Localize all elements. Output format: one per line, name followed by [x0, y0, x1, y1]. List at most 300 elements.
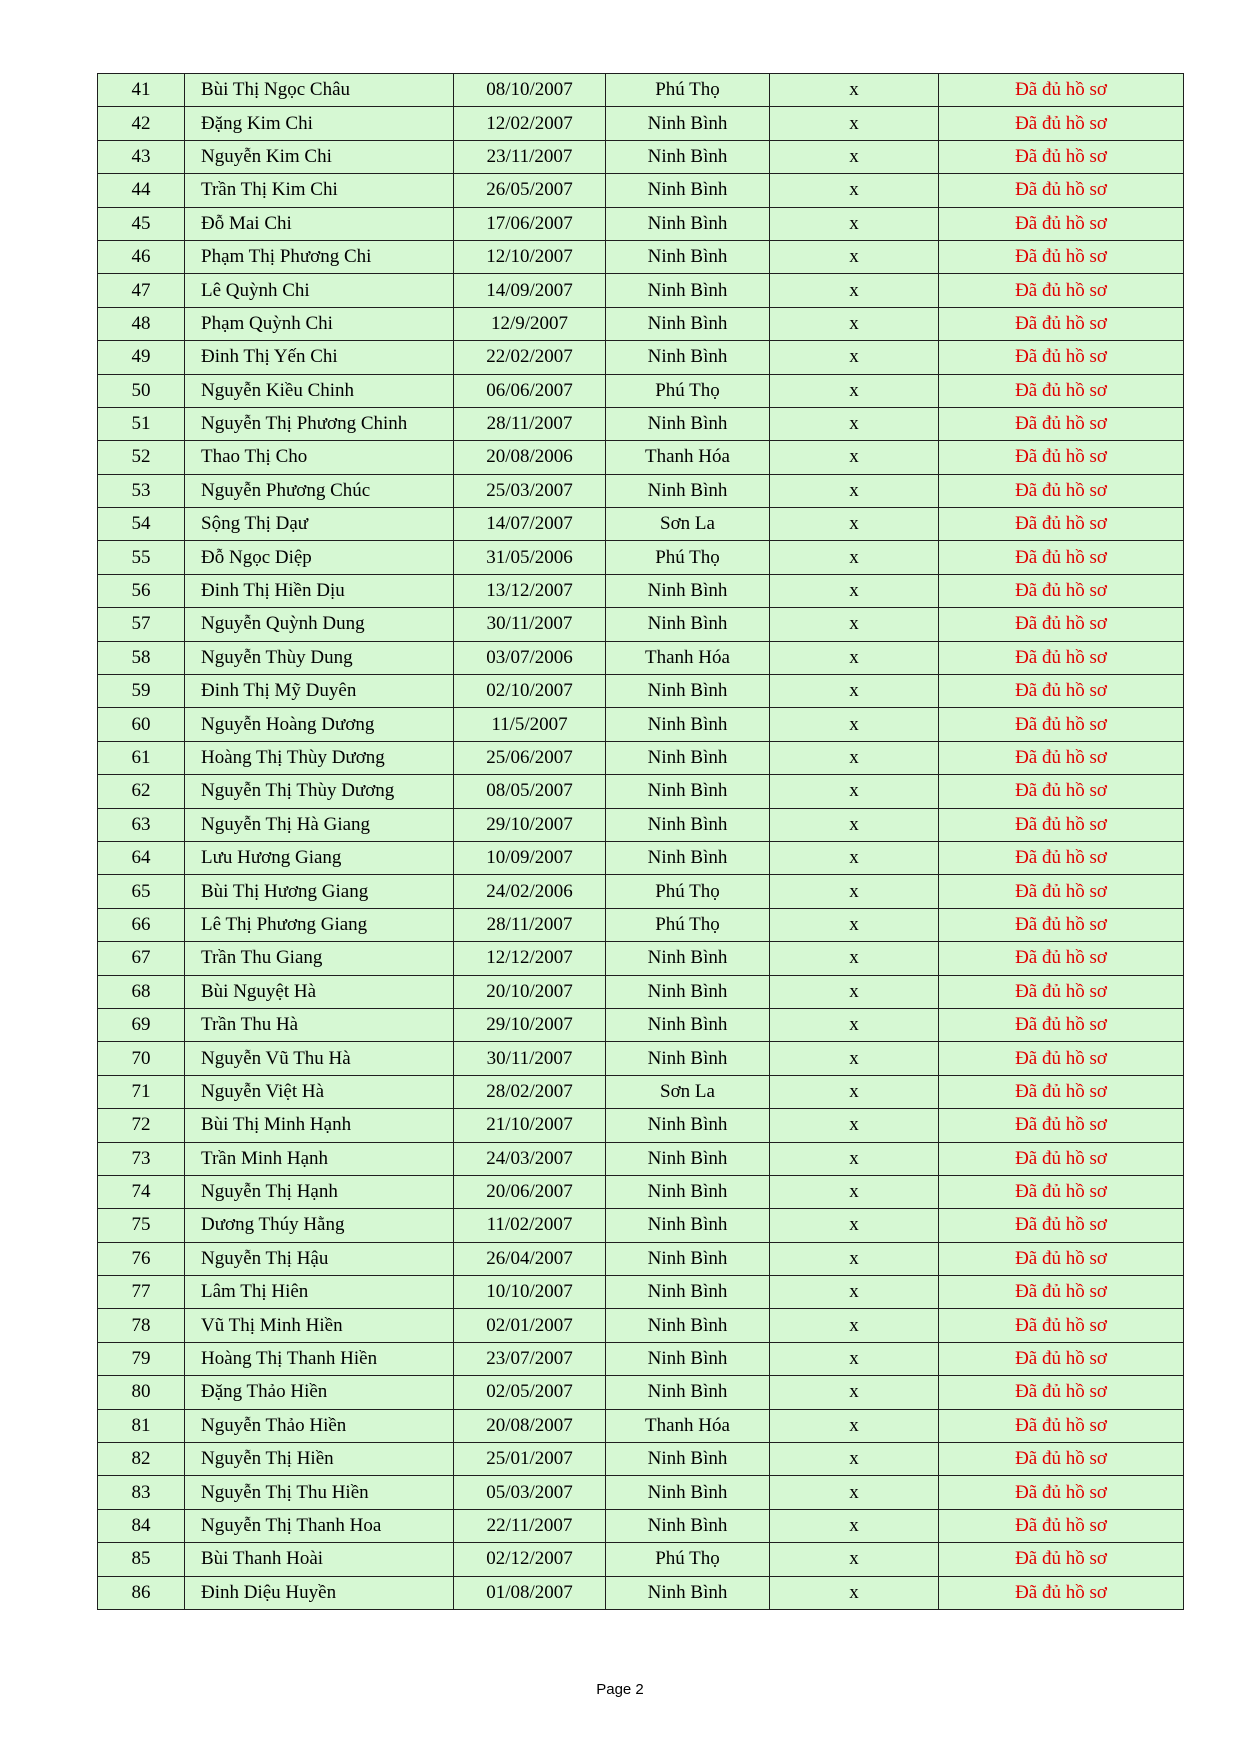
table-row	[98, 407, 1184, 440]
cell-stt: 68	[98, 975, 185, 1008]
table-row	[98, 74, 1184, 107]
cell-stt: 78	[98, 1309, 185, 1342]
cell-mark: x	[770, 1142, 939, 1175]
cell-stt: 56	[98, 574, 185, 607]
cell-status: Đã đủ hồ sơ	[939, 741, 1184, 774]
cell-province: Ninh Bình	[606, 1376, 770, 1409]
cell-name: Hoàng Thị Thùy Dương	[185, 741, 454, 774]
table-row	[98, 675, 1184, 708]
cell-province: Ninh Bình	[606, 808, 770, 841]
cell-stt: 43	[98, 140, 185, 173]
cell-birth-date: 28/11/2007	[454, 908, 606, 941]
cell-birth-date: 12/12/2007	[454, 942, 606, 975]
cell-status: Đã đủ hồ sơ	[939, 841, 1184, 874]
table-row	[98, 1042, 1184, 1075]
cell-name: Nguyễn Thị Phương Chinh	[185, 407, 454, 440]
cell-mark: x	[770, 1443, 939, 1476]
cell-province: Ninh Bình	[606, 307, 770, 340]
table-row	[98, 608, 1184, 641]
table-row	[98, 441, 1184, 474]
table-row	[98, 341, 1184, 374]
cell-province: Ninh Bình	[606, 1276, 770, 1309]
cell-birth-date: 25/03/2007	[454, 474, 606, 507]
table-row	[98, 1409, 1184, 1442]
cell-birth-date: 28/02/2007	[454, 1075, 606, 1108]
cell-stt: 82	[98, 1443, 185, 1476]
cell-name: Bùi Nguyệt Hà	[185, 975, 454, 1008]
cell-status: Đã đủ hồ sơ	[939, 908, 1184, 941]
cell-province: Ninh Bình	[606, 1309, 770, 1342]
cell-stt: 77	[98, 1276, 185, 1309]
cell-province: Thanh Hóa	[606, 641, 770, 674]
cell-province: Ninh Bình	[606, 1042, 770, 1075]
cell-birth-date: 12/10/2007	[454, 240, 606, 273]
cell-status: Đã đủ hồ sơ	[939, 240, 1184, 273]
cell-birth-date: 02/05/2007	[454, 1376, 606, 1409]
cell-province: Phú Thọ	[606, 908, 770, 941]
cell-birth-date: 29/10/2007	[454, 808, 606, 841]
cell-province: Ninh Bình	[606, 741, 770, 774]
cell-birth-date: 06/06/2007	[454, 374, 606, 407]
cell-status: Đã đủ hồ sơ	[939, 1309, 1184, 1342]
cell-mark: x	[770, 841, 939, 874]
table-row	[98, 307, 1184, 340]
cell-name: Dương Thúy Hằng	[185, 1209, 454, 1242]
cell-birth-date: 28/11/2007	[454, 407, 606, 440]
cell-status: Đã đủ hồ sơ	[939, 1042, 1184, 1075]
table-row	[98, 1242, 1184, 1275]
cell-province: Ninh Bình	[606, 1109, 770, 1142]
cell-birth-date: 02/12/2007	[454, 1543, 606, 1576]
cell-name: Nguyễn Thùy Dung	[185, 641, 454, 674]
cell-birth-date: 26/04/2007	[454, 1242, 606, 1275]
cell-name: Đinh Thị Yến Chi	[185, 341, 454, 374]
cell-stt: 59	[98, 675, 185, 708]
cell-name: Nguyễn Thị Thu Hiền	[185, 1476, 454, 1509]
cell-name: Nguyễn Thị Hậu	[185, 1242, 454, 1275]
table-row	[98, 274, 1184, 307]
cell-status: Đã đủ hồ sơ	[939, 1175, 1184, 1208]
cell-mark: x	[770, 341, 939, 374]
cell-province: Ninh Bình	[606, 1342, 770, 1375]
cell-status: Đã đủ hồ sơ	[939, 174, 1184, 207]
cell-birth-date: 20/06/2007	[454, 1175, 606, 1208]
cell-status: Đã đủ hồ sơ	[939, 341, 1184, 374]
cell-name: Trần Thu Hà	[185, 1008, 454, 1041]
cell-mark: x	[770, 374, 939, 407]
cell-birth-date: 25/06/2007	[454, 741, 606, 774]
cell-stt: 57	[98, 608, 185, 641]
cell-birth-date: 23/11/2007	[454, 140, 606, 173]
cell-name: Đinh Thị Hiền Dịu	[185, 574, 454, 607]
cell-birth-date: 29/10/2007	[454, 1008, 606, 1041]
cell-mark: x	[770, 274, 939, 307]
cell-mark: x	[770, 1109, 939, 1142]
cell-name: Đinh Thị Mỹ Duyên	[185, 675, 454, 708]
cell-stt: 75	[98, 1209, 185, 1242]
cell-stt: 64	[98, 841, 185, 874]
cell-mark: x	[770, 808, 939, 841]
cell-birth-date: 30/11/2007	[454, 608, 606, 641]
cell-name: Nguyễn Thị Thanh Hoa	[185, 1509, 454, 1542]
cell-mark: x	[770, 641, 939, 674]
cell-status: Đã đủ hồ sơ	[939, 441, 1184, 474]
cell-birth-date: 05/03/2007	[454, 1476, 606, 1509]
table-row	[98, 174, 1184, 207]
cell-name: Vũ Thị Minh Hiền	[185, 1309, 454, 1342]
cell-birth-date: 23/07/2007	[454, 1342, 606, 1375]
cell-stt: 48	[98, 307, 185, 340]
cell-name: Phạm Thị Phương Chi	[185, 240, 454, 273]
cell-stt: 67	[98, 942, 185, 975]
table-row	[98, 1543, 1184, 1576]
table-row	[98, 1576, 1184, 1609]
table-row	[98, 1008, 1184, 1041]
cell-status: Đã đủ hồ sơ	[939, 508, 1184, 541]
cell-status: Đã đủ hồ sơ	[939, 608, 1184, 641]
cell-birth-date: 26/05/2007	[454, 174, 606, 207]
cell-birth-date: 14/07/2007	[454, 508, 606, 541]
cell-province: Ninh Bình	[606, 207, 770, 240]
cell-birth-date: 13/12/2007	[454, 574, 606, 607]
cell-mark: x	[770, 1576, 939, 1609]
cell-stt: 79	[98, 1342, 185, 1375]
cell-stt: 60	[98, 708, 185, 741]
table-row	[98, 741, 1184, 774]
cell-stt: 50	[98, 374, 185, 407]
cell-mark: x	[770, 975, 939, 1008]
cell-name: Nguyễn Kim Chi	[185, 140, 454, 173]
cell-mark: x	[770, 474, 939, 507]
cell-name: Trần Thu Giang	[185, 942, 454, 975]
cell-birth-date: 20/10/2007	[454, 975, 606, 1008]
cell-mark: x	[770, 708, 939, 741]
cell-province: Sơn La	[606, 508, 770, 541]
cell-birth-date: 08/10/2007	[454, 74, 606, 107]
cell-province: Ninh Bình	[606, 140, 770, 173]
cell-province: Ninh Bình	[606, 942, 770, 975]
cell-stt: 44	[98, 174, 185, 207]
cell-birth-date: 08/05/2007	[454, 775, 606, 808]
cell-mark: x	[770, 741, 939, 774]
cell-status: Đã đủ hồ sơ	[939, 708, 1184, 741]
cell-status: Đã đủ hồ sơ	[939, 775, 1184, 808]
cell-name: Đỗ Mai Chi	[185, 207, 454, 240]
cell-birth-date: 22/11/2007	[454, 1509, 606, 1542]
table-row	[98, 140, 1184, 173]
cell-birth-date: 02/10/2007	[454, 675, 606, 708]
cell-name: Trần Thị Kim Chi	[185, 174, 454, 207]
cell-name: Nguyễn Hoàng Dương	[185, 708, 454, 741]
cell-name: Lê Thị Phương Giang	[185, 908, 454, 941]
cell-province: Ninh Bình	[606, 1443, 770, 1476]
table-row	[98, 841, 1184, 874]
cell-province: Ninh Bình	[606, 574, 770, 607]
table-row	[98, 1309, 1184, 1342]
cell-province: Phú Thọ	[606, 74, 770, 107]
cell-mark: x	[770, 775, 939, 808]
student-records-table	[97, 73, 1184, 1610]
cell-mark: x	[770, 1509, 939, 1542]
cell-province: Ninh Bình	[606, 1209, 770, 1242]
cell-name: Lưu Hương Giang	[185, 841, 454, 874]
cell-province: Phú Thọ	[606, 1543, 770, 1576]
table-row	[98, 1443, 1184, 1476]
table-row	[98, 808, 1184, 841]
cell-stt: 63	[98, 808, 185, 841]
cell-mark: x	[770, 1409, 939, 1442]
cell-status: Đã đủ hồ sơ	[939, 1409, 1184, 1442]
cell-stt: 52	[98, 441, 185, 474]
cell-province: Phú Thọ	[606, 875, 770, 908]
cell-name: Nguyễn Kiều Chinh	[185, 374, 454, 407]
cell-province: Ninh Bình	[606, 975, 770, 1008]
cell-mark: x	[770, 608, 939, 641]
cell-status: Đã đủ hồ sơ	[939, 942, 1184, 975]
cell-status: Đã đủ hồ sơ	[939, 74, 1184, 107]
cell-birth-date: 22/02/2007	[454, 341, 606, 374]
table-row	[98, 1476, 1184, 1509]
table-row	[98, 541, 1184, 574]
cell-stt: 42	[98, 107, 185, 140]
cell-province: Phú Thọ	[606, 541, 770, 574]
cell-status: Đã đủ hồ sơ	[939, 1075, 1184, 1108]
cell-province: Ninh Bình	[606, 1242, 770, 1275]
cell-mark: x	[770, 508, 939, 541]
table-row	[98, 1142, 1184, 1175]
cell-status: Đã đủ hồ sơ	[939, 140, 1184, 173]
cell-name: Bùi Thị Minh Hạnh	[185, 1109, 454, 1142]
table-row	[98, 775, 1184, 808]
cell-stt: 47	[98, 274, 185, 307]
cell-province: Ninh Bình	[606, 708, 770, 741]
cell-stt: 80	[98, 1376, 185, 1409]
cell-mark: x	[770, 441, 939, 474]
cell-stt: 83	[98, 1476, 185, 1509]
cell-mark: x	[770, 407, 939, 440]
table-row	[98, 1175, 1184, 1208]
cell-name: Sộng Thị Dạư	[185, 508, 454, 541]
cell-birth-date: 10/09/2007	[454, 841, 606, 874]
cell-mark: x	[770, 1242, 939, 1275]
cell-birth-date: 24/03/2007	[454, 1142, 606, 1175]
cell-mark: x	[770, 1175, 939, 1208]
cell-status: Đã đủ hồ sơ	[939, 1142, 1184, 1175]
cell-name: Bùi Thanh Hoài	[185, 1543, 454, 1576]
cell-mark: x	[770, 875, 939, 908]
cell-status: Đã đủ hồ sơ	[939, 1209, 1184, 1242]
cell-birth-date: 11/02/2007	[454, 1209, 606, 1242]
cell-birth-date: 01/08/2007	[454, 1576, 606, 1609]
cell-birth-date: 11/5/2007	[454, 708, 606, 741]
cell-stt: 62	[98, 775, 185, 808]
cell-name: Hoàng Thị Thanh Hiền	[185, 1342, 454, 1375]
cell-status: Đã đủ hồ sơ	[939, 407, 1184, 440]
cell-birth-date: 20/08/2007	[454, 1409, 606, 1442]
cell-name: Đinh Diệu Huyền	[185, 1576, 454, 1609]
cell-name: Nguyễn Việt Hà	[185, 1075, 454, 1108]
cell-mark: x	[770, 1476, 939, 1509]
cell-birth-date: 24/02/2006	[454, 875, 606, 908]
cell-mark: x	[770, 207, 939, 240]
cell-mark: x	[770, 541, 939, 574]
cell-status: Đã đủ hồ sơ	[939, 107, 1184, 140]
cell-mark: x	[770, 1376, 939, 1409]
cell-stt: 72	[98, 1109, 185, 1142]
cell-birth-date: 12/02/2007	[454, 107, 606, 140]
cell-province: Ninh Bình	[606, 1008, 770, 1041]
cell-name: Nguyễn Phương Chúc	[185, 474, 454, 507]
cell-status: Đã đủ hồ sơ	[939, 1376, 1184, 1409]
cell-province: Ninh Bình	[606, 675, 770, 708]
cell-stt: 71	[98, 1075, 185, 1108]
table-row	[98, 1376, 1184, 1409]
table-row	[98, 908, 1184, 941]
table-row	[98, 240, 1184, 273]
cell-mark: x	[770, 1008, 939, 1041]
cell-mark: x	[770, 574, 939, 607]
cell-province: Thanh Hóa	[606, 1409, 770, 1442]
cell-stt: 73	[98, 1142, 185, 1175]
cell-stt: 54	[98, 508, 185, 541]
cell-birth-date: 02/01/2007	[454, 1309, 606, 1342]
cell-stt: 74	[98, 1175, 185, 1208]
cell-province: Thanh Hóa	[606, 441, 770, 474]
cell-mark: x	[770, 1075, 939, 1108]
cell-province: Ninh Bình	[606, 174, 770, 207]
table-row	[98, 1509, 1184, 1542]
cell-birth-date: 21/10/2007	[454, 1109, 606, 1142]
cell-province: Ninh Bình	[606, 341, 770, 374]
cell-stt: 49	[98, 341, 185, 374]
cell-status: Đã đủ hồ sơ	[939, 975, 1184, 1008]
table-row	[98, 641, 1184, 674]
cell-mark: x	[770, 1042, 939, 1075]
cell-status: Đã đủ hồ sơ	[939, 1342, 1184, 1375]
table-row	[98, 942, 1184, 975]
cell-status: Đã đủ hồ sơ	[939, 808, 1184, 841]
cell-province: Ninh Bình	[606, 240, 770, 273]
cell-name: Phạm Quỳnh Chi	[185, 307, 454, 340]
cell-stt: 58	[98, 641, 185, 674]
table-row	[98, 1075, 1184, 1108]
cell-name: Bùi Thị Ngọc Châu	[185, 74, 454, 107]
cell-stt: 66	[98, 908, 185, 941]
cell-province: Ninh Bình	[606, 608, 770, 641]
cell-name: Lê Quỳnh Chi	[185, 274, 454, 307]
cell-stt: 70	[98, 1042, 185, 1075]
cell-stt: 41	[98, 74, 185, 107]
table-row	[98, 975, 1184, 1008]
table-row	[98, 508, 1184, 541]
cell-mark: x	[770, 174, 939, 207]
cell-mark: x	[770, 107, 939, 140]
cell-birth-date: 17/06/2007	[454, 207, 606, 240]
cell-name: Thao Thị Cho	[185, 441, 454, 474]
cell-status: Đã đủ hồ sơ	[939, 474, 1184, 507]
cell-name: Nguyễn Thảo Hiền	[185, 1409, 454, 1442]
cell-mark: x	[770, 1309, 939, 1342]
cell-mark: x	[770, 1209, 939, 1242]
table-row	[98, 574, 1184, 607]
cell-status: Đã đủ hồ sơ	[939, 307, 1184, 340]
cell-mark: x	[770, 908, 939, 941]
cell-birth-date: 14/09/2007	[454, 274, 606, 307]
cell-mark: x	[770, 942, 939, 975]
cell-mark: x	[770, 240, 939, 273]
cell-birth-date: 12/9/2007	[454, 307, 606, 340]
table-body	[98, 74, 1184, 1610]
cell-mark: x	[770, 1276, 939, 1309]
cell-status: Đã đủ hồ sơ	[939, 1276, 1184, 1309]
table-row	[98, 1209, 1184, 1242]
page-number: Page 2	[596, 1681, 644, 1698]
table-row	[98, 1276, 1184, 1309]
cell-mark: x	[770, 74, 939, 107]
cell-status: Đã đủ hồ sơ	[939, 875, 1184, 908]
cell-stt: 84	[98, 1509, 185, 1542]
table-row	[98, 875, 1184, 908]
cell-province: Ninh Bình	[606, 274, 770, 307]
cell-birth-date: 30/11/2007	[454, 1042, 606, 1075]
table-row	[98, 374, 1184, 407]
cell-province: Ninh Bình	[606, 841, 770, 874]
cell-status: Đã đủ hồ sơ	[939, 541, 1184, 574]
table-row	[98, 708, 1184, 741]
cell-status: Đã đủ hồ sơ	[939, 641, 1184, 674]
cell-status: Đã đủ hồ sơ	[939, 274, 1184, 307]
cell-stt: 85	[98, 1543, 185, 1576]
cell-province: Ninh Bình	[606, 1142, 770, 1175]
cell-stt: 46	[98, 240, 185, 273]
cell-status: Đã đủ hồ sơ	[939, 1109, 1184, 1142]
cell-mark: x	[770, 140, 939, 173]
cell-province: Ninh Bình	[606, 1509, 770, 1542]
cell-status: Đã đủ hồ sơ	[939, 1443, 1184, 1476]
cell-name: Bùi Thị Hương Giang	[185, 875, 454, 908]
table-row	[98, 1342, 1184, 1375]
cell-name: Nguyễn Thị Hạnh	[185, 1175, 454, 1208]
cell-mark: x	[770, 1342, 939, 1375]
cell-stt: 65	[98, 875, 185, 908]
cell-birth-date: 03/07/2006	[454, 641, 606, 674]
cell-name: Nguyễn Thị Thùy Dương	[185, 775, 454, 808]
cell-status: Đã đủ hồ sơ	[939, 675, 1184, 708]
table-row	[98, 1109, 1184, 1142]
cell-province: Sơn La	[606, 1075, 770, 1108]
cell-province: Ninh Bình	[606, 107, 770, 140]
cell-mark: x	[770, 1543, 939, 1576]
cell-province: Ninh Bình	[606, 1476, 770, 1509]
cell-province: Ninh Bình	[606, 775, 770, 808]
cell-name: Nguyễn Vũ Thu Hà	[185, 1042, 454, 1075]
cell-status: Đã đủ hồ sơ	[939, 207, 1184, 240]
cell-province: Ninh Bình	[606, 407, 770, 440]
cell-stt: 69	[98, 1008, 185, 1041]
cell-birth-date: 25/01/2007	[454, 1443, 606, 1476]
table-row	[98, 207, 1184, 240]
cell-status: Đã đủ hồ sơ	[939, 374, 1184, 407]
cell-name: Đặng Thảo Hiền	[185, 1376, 454, 1409]
cell-stt: 55	[98, 541, 185, 574]
cell-birth-date: 31/05/2006	[454, 541, 606, 574]
cell-stt: 86	[98, 1576, 185, 1609]
cell-province: Ninh Bình	[606, 474, 770, 507]
cell-name: Nguyễn Quỳnh Dung	[185, 608, 454, 641]
cell-birth-date: 10/10/2007	[454, 1276, 606, 1309]
cell-mark: x	[770, 307, 939, 340]
cell-name: Đặng Kim Chi	[185, 107, 454, 140]
